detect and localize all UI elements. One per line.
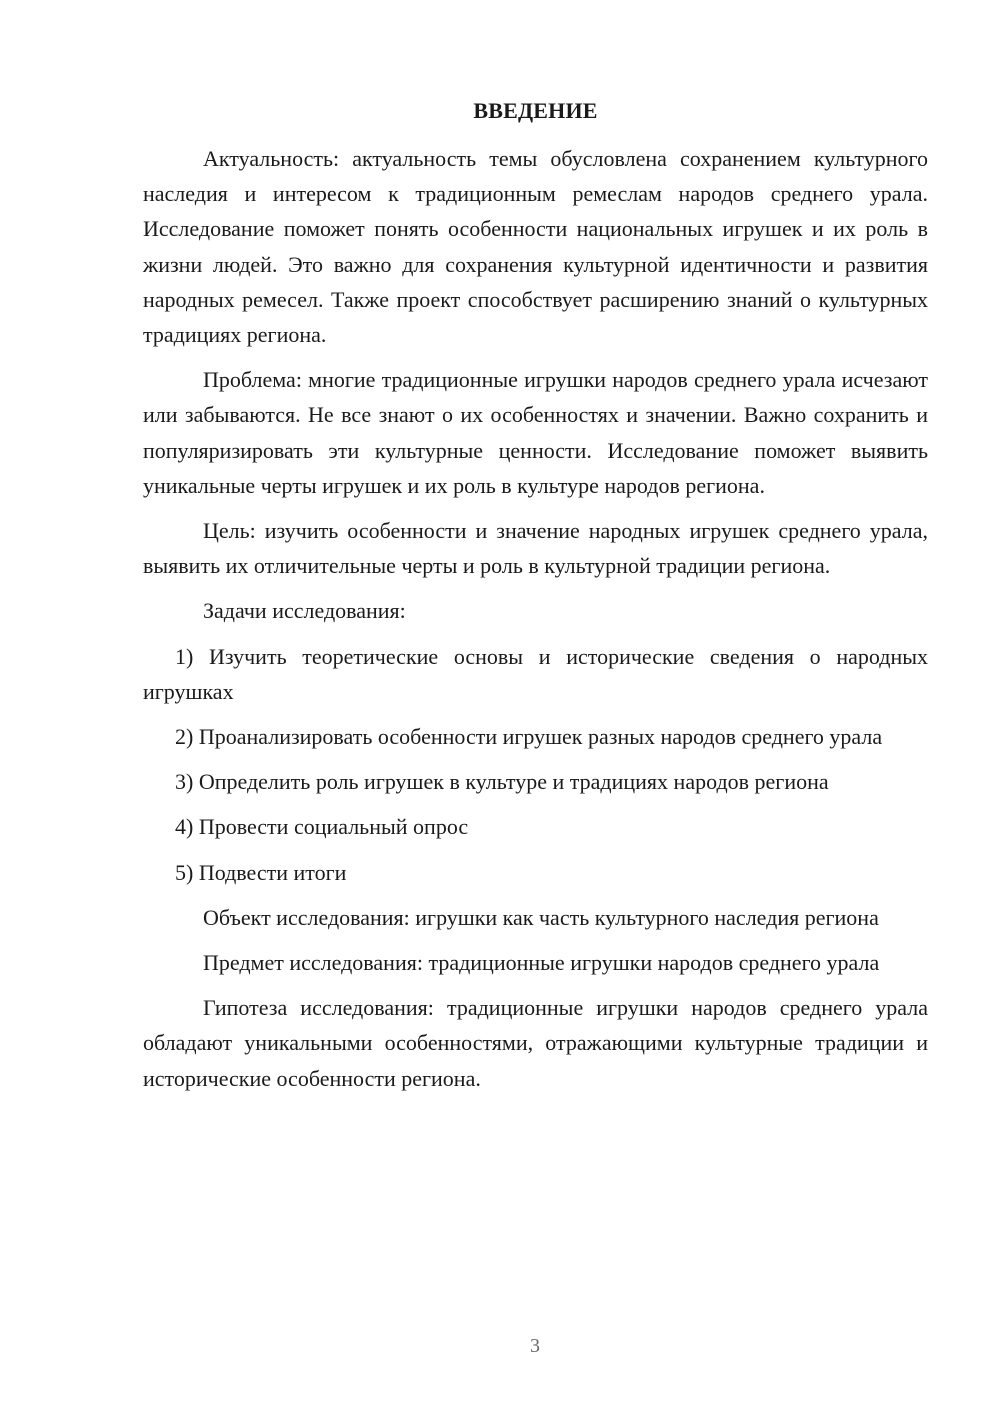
task-item: 2) Проанализировать особенности игрушек разных народов среднего урала <box>175 724 883 750</box>
subject-paragraph: Предмет исследования: традиционные игрушки народов среднего урала <box>203 950 880 976</box>
relevance-paragraph: Актуальность: актуальность темы обусловлена сохранением культурного наследия и интересом к традиционным ремеслам народов среднего урала. Исследование поможет понять особенности национальных игрушек и их роль в жизни людей. Это важно для сохранения культурной идентичности и развития народных ремесел. Также проект способствует расширению знаний о культурных традициях региона. <box>143 146 928 348</box>
page-title: ВВЕДЕНИЕ <box>473 98 598 123</box>
tasks-list <box>143 639 928 890</box>
page-number: 3 <box>530 1335 540 1357</box>
tasks-heading: Задачи исследования: <box>203 598 406 624</box>
task-item: 3) Определить роль игрушек в культуре и традициях народов региона <box>175 769 829 795</box>
goal-paragraph: Цель: изучить особенности и значение народных игрушек среднего урала, выявить их отличительные черты и роль в культурной традиции региона. <box>143 518 928 579</box>
task-item: 4) Провести социальный опрос <box>175 814 469 840</box>
task-item: 5) Подвести итоги <box>175 859 347 885</box>
hypothesis-paragraph: Гипотеза исследования: традиционные игрушки народов среднего урала обладают уникальными особенностями, отражающими культурные традиции и исторические особенности региона. <box>143 995 928 1091</box>
object-paragraph: Объект исследования: игрушки как часть культурного наследия региона <box>203 904 879 930</box>
document-page <box>143 93 928 1106</box>
problem-paragraph: Проблема: многие традиционные игрушки народов среднего урала исчезают или забываются. Не все знают о их особенностях и значении. Важно сохранить и популяризировать эти культурные ценности. Исследование поможет выявить уникальные черты игрушек и их роль в культуре народов региона. <box>143 367 928 498</box>
task-item: 1) Изучить теоретические основы и исторические сведения о народных игрушках <box>143 643 928 704</box>
